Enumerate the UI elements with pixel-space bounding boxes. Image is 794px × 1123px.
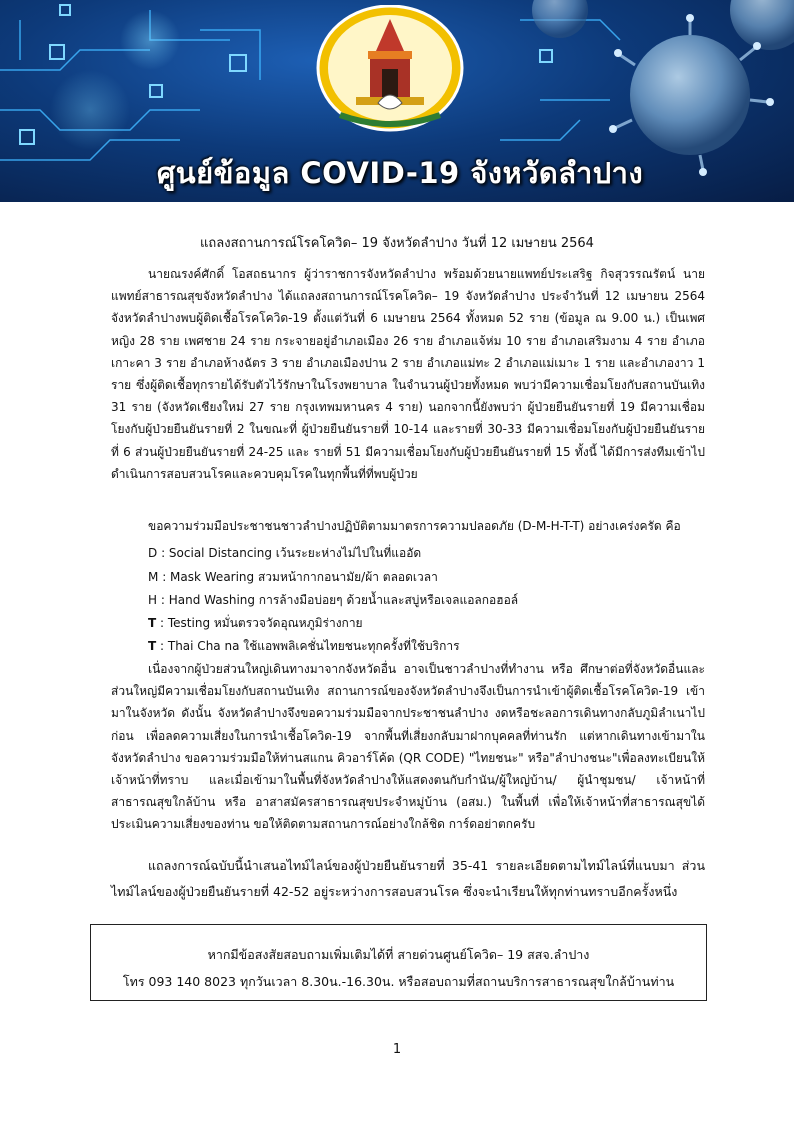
request-intro: ขอความร่วมมือประชาชนชาวลำปางปฏิบัติตามมาตรการความปลอดภัย (D-M-H-T-T) อย่างเคร่งครัด คือ bbox=[148, 519, 681, 533]
measure-item bbox=[148, 637, 460, 656]
paragraph-timeline-note: แถลงการณ์ฉบับนี้นำเสนอไทม์ไลน์ของผู้ป่วยยืนยันรายที่ 35-41 รายละเอียดตามไทม์ไลน์ที่แนบมา ส่วนไทม์ไลน์ของผู้ป่วยยืนยันรายที่ 42-52 อยู่ระหว่างการสอบสวนโรค ซึ่งจะนำเรียนให้ทุกท่านทราบอีกครั้งหนึ่ง bbox=[111, 858, 705, 899]
measure-letter: M bbox=[148, 570, 159, 584]
measure-item bbox=[148, 544, 421, 563]
contact-hotline: หากมีข้อสงสัยสอบถามเพิ่มเติมได้ที่ สายด่วนศูนย์โควิด– 19 สสจ.ลำปาง bbox=[207, 947, 590, 962]
measure-text: : Hand Washing การล้างมือบ่อยๆ ด้วยน้ำและสบู่หรือเจลแอลกอฮอล์ bbox=[160, 593, 519, 607]
measure-letter: H bbox=[148, 593, 158, 607]
banner-title: ศูนย์ข้อมูล COVID-19 จังหวัดลำปาง bbox=[156, 156, 644, 190]
measure-text: : Mask Wearing สวมหน้ากากอนามัย/ผ้า ตลอดเวลา bbox=[162, 570, 438, 584]
measure-text: : Social Distancing เว้นระยะห่างไม่ไปในที่แออัด bbox=[161, 546, 422, 560]
measure-item bbox=[148, 591, 518, 610]
measure-letter: T bbox=[148, 616, 157, 630]
page-number: 1 bbox=[392, 1042, 402, 1057]
measure-item bbox=[148, 568, 438, 587]
contact-phone-hours: โทร 093 140 8023 ทุกวันเวลา 8.30น.-16.30น. หรือสอบถามที่สถานบริการสาธารณสุขใกล้บ้านท่าน bbox=[122, 974, 675, 989]
measure-letter: T bbox=[148, 639, 157, 653]
measure-letter: D bbox=[148, 546, 158, 560]
measure-item bbox=[148, 614, 363, 633]
lampang-province-seal bbox=[316, 5, 464, 135]
paragraph-situation: นายณรงค์ศักดิ์ โอสถธนากร ผู้ว่าราชการจังหวัดลำปาง พร้อมด้วยนายแพทย์ประเสริฐ กิจสุวรรณรัตน์ นายแพทย์สาธารณสุขจังหวัดลำปาง ได้แถลงสถานการณ์โรคโควิด– 19 จังหวัดลำปาง ประจำวันที่ 12 เมษายน 2564 จังหวัดลำปางพบผู้ติดเชื้อโรคโควิด-19 ตั้งแต่วันที่ 6 เมษายน 2564 ทั้งหมด 52 ราย (ข้อมูล ณ 9.00 น.) เป็นเพศหญิง 28 ราย เพศชาย 24 ราย กระจายอยู่อำเภอเมือง 26 ราย อำเภอแจ้ห่ม 10 ราย อำเภอเสริมงาม 4 ราย อำเภอเกาะคา 3 ราย อำเภอห้างฉัตร 3 ราย อำเภอเมืองปาน 2 ราย อำเภอแม่ทะ 2 อำเภอแม่เมาะ 1 ราย และอำเภองาว 1 ราย ซึ่งผู้ติดเชื้อทุกรายได้รับตัวไว้รักษาในโรงพยาบาล ในจำนวนผู้ป่วยทั้งหมด พบว่ามีความเชื่อมโยงกับสถานบันเทิง 31 ราย (จังหวัดเชียงใหม่ 27 ราย กรุงเทพมหานคร 4 ราย) นอกจากนี้ยังพบว่า ผู้ป่วยยืนยันรายที่ 19 มีความเชื่อมโยงกับผู้ป่วยยืนยันรายที่ 2 ในขณะที่ ผู้ป่วยยืนยันรายที่ 10-14 และรายที่ 30-33 มีความเชื่อมโยงกับผู้ป่วยยืนยันรายที่ 6 ส่วนผู้ป่วยยืนยันรายที่ 24-25 และ รายที่ 51 มีความเชื่อมโยงกับผู้ป่วยยืนยันรายที่ 15 ทั้งนี้ ได้มีการส่งทีมเข้าไปดำเนินการสอบสวนโรคและควบคุมโรคในทุกพื้นที่ที่พบผู้ป่วย bbox=[111, 267, 705, 481]
paragraph-travel-advice: เนื่องจากผู้ป่วยส่วนใหญ่เดินทางมาจากจังหวัดอื่น อาจเป็นชาวลำปางที่ทำงาน หรือ ศึกษาต่อที่จังหวัดอื่นและส่วนใหญ่มีความเชื่อมโยงกับสถานบันเทิง สถานการณ์ของจังหวัดลำปางจึงเป็นการนำเข้าผู้ติดเชื้อโรคโควิด-19 เข้ามาในจังหวัด ดังนั้น จังหวัดลำปางจึงขอความร่วมมือจากประชาชนลำปาง งดหรือชะลอการเดินทางกลับภูมิลำเนาไปก่อน เพื่อลดความเสี่ยงในการนำเชื้อโควิด-19 จากพื้นที่เสี่ยงกลับมาฝากบุคคลที่ท่านรัก แต่หากเดินทางเข้ามาในจังหวัดลำปาง ขอความร่วมมือให้ท่านสแกน คิวอาร์โค้ด (QR CODE) "ไทยชนะ" หรือ"ลำปางชนะ"เพื่อลงทะเบียนให้เจ้าหน้าที่ทราบ และเมื่อเข้ามาในพื้นที่จังหวัดลำปางให้แสดงตนกับกำนัน/ผู้ใหญ่บ้าน/ ผู้นำชุมชน/ เจ้าหน้าที่สาธารณสุขใกล้บ้าน หรือ อาสาสมัครสาธารณสุขประจำหมู่บ้าน (อสม.) ในพื้นที่ เพื่อให้เจ้าหน้าที่สาธารณสุขได้ประเมินความเสี่ยงของท่าน ขอให้ติดตามสถานการณ์อย่างใกล้ชิด การ์ดอย่าตกครับ bbox=[111, 662, 705, 832]
measure-text: : Testing หมั่นตรวจวัดอุณหภูมิร่างกาย bbox=[160, 616, 363, 630]
measure-text: : Thai Cha na ใช้แอพพลิเคชั่นไทยชนะทุกครั้งที่ใช้บริการ bbox=[160, 639, 460, 653]
contact-box bbox=[90, 924, 707, 1001]
header-banner bbox=[0, 0, 794, 202]
document-title: แถลงสถานการณ์โรคโควิด– 19 จังหวัดลำปาง วันที่ 12 เมษายน 2564 bbox=[200, 236, 594, 251]
